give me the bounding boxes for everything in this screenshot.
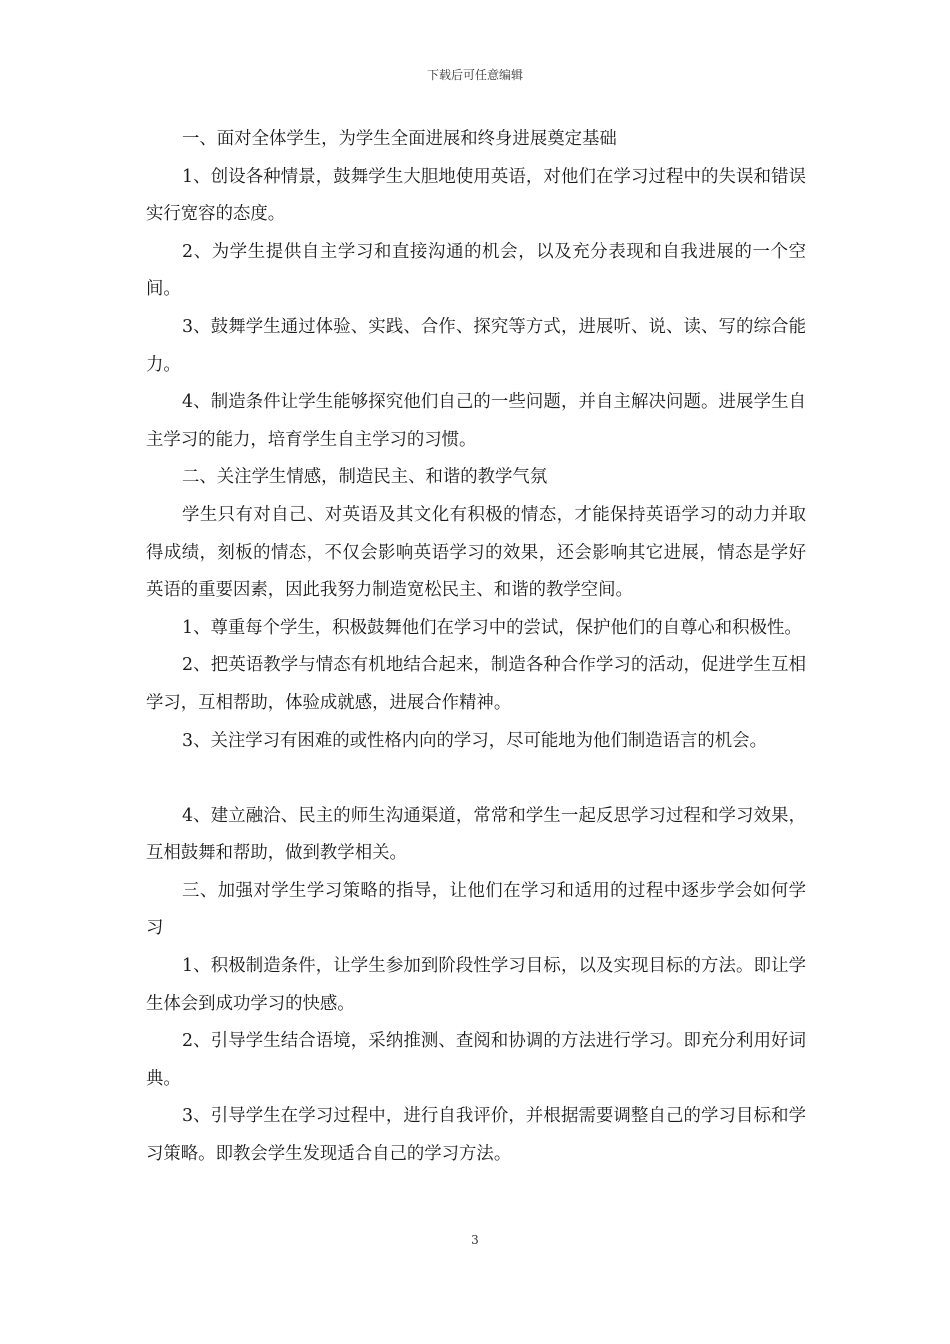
heading-section-2: 二、关注学生情感，制造民主、和谐的教学气氛 — [182, 467, 548, 488]
paragraph-2-1: 1、尊重每个学生，积极鼓舞他们在学习中的尝试，保护他们的自尊心和积极性。 — [182, 617, 802, 638]
paragraph-3-3: 3、引导学生在学习过程中，进行自我评价，并根据需要调整自己的学习目标和学习策略。即教会学生发现适合自己的学习方法。 — [146, 1106, 806, 1165]
blank-line — [146, 760, 806, 798]
paragraph-1-1: 1、创设各种情景，鼓舞学生大胆地使用英语，对他们在学习过程中的失误和错误实行宽容的态度。 — [146, 166, 806, 225]
paragraph-3-2: 2、引导学生结合语境，采纳推测、查阅和协调的方法进行学习。即充分利用好词典。 — [146, 1031, 806, 1089]
paragraph-2-2: 2、把英语教学与情态有机地结合起来，制造各种合作学习的活动，促进学生互相学习，互相帮助，体验成就感，进展合作精神。 — [146, 655, 806, 713]
paragraph-2-intro: 学生只有对自己、对英语及其文化有积极的情态，才能保持英语学习的动力并取得成绩，刻板的情态，不仅会影响英语学习的效果，还会影响其它进展，情态是学好英语的重要因素，因此我努力制造宽松民主、和谐的教学空间。 — [146, 504, 806, 601]
paragraph-1-2: 2、为学生提供自主学习和直接沟通的机会，以及充分表现和自我进展的一个空间。 — [146, 241, 806, 300]
document-body — [146, 121, 806, 1174]
paragraph-2-4: 4、建立融洽、民主的师生沟通渠道，常常和学生一起反思学习过程和学习效果，互相鼓舞和帮助，做到教学相关。 — [146, 805, 806, 864]
page-header: 下载后可任意编辑 — [426, 68, 523, 82]
heading-section-1: 一、面对全体学生，为学生全面进展和终身进展奠定基础 — [182, 129, 617, 149]
page-number: 3 — [471, 1233, 479, 1247]
paragraph-2-3: 3、关注学习有困难的或性格内向的学习，尽可能地为他们制造语言的机会。 — [182, 730, 767, 751]
paragraph-3-1: 1、积极制造条件，让学生参加到阶段性学习目标，以及实现目标的方法。即让学生体会到成功学习的快感。 — [146, 956, 806, 1014]
paragraph-1-4: 4、制造条件让学生能够探究他们自己的一些问题，并自主解决问题。进展学生自主学习的能力，培育学生自主学习的习惯。 — [146, 392, 806, 450]
heading-section-3: 三、加强对学生学习策略的指导，让他们在学习和适用的过程中逐步学会如何学习 — [146, 880, 806, 939]
paragraph-1-3: 3、鼓舞学生通过体验、实践、合作、探究等方式，进展听、说、读、写的综合能力。 — [146, 316, 806, 375]
